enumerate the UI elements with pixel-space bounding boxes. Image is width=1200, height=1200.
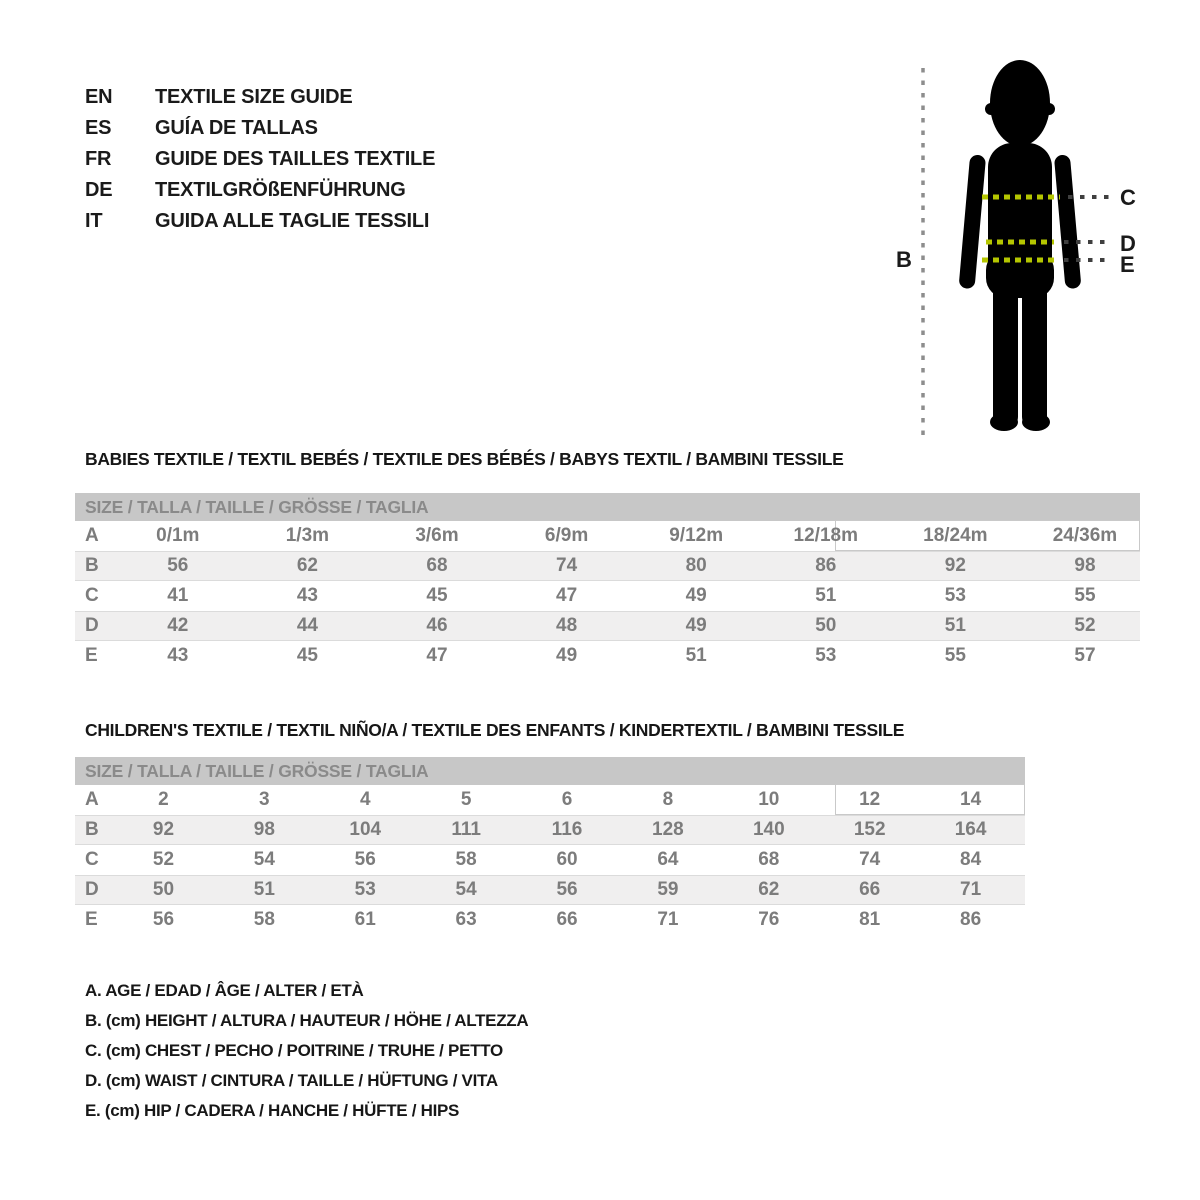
table-cell: 5: [460, 789, 472, 810]
language-row: [85, 144, 435, 175]
table-cell: 44: [296, 615, 318, 636]
table-cell: 64: [657, 849, 679, 870]
table-cell: 104: [349, 819, 382, 840]
table-cell: 4: [359, 789, 371, 810]
table-cell: 86: [960, 909, 982, 930]
waist-label: D: [1120, 231, 1136, 256]
table-cell: 62: [758, 879, 780, 900]
table-cell: 49: [685, 585, 707, 606]
table-cell: 45: [296, 645, 318, 666]
table-cell: 56: [354, 849, 376, 870]
table-cell: 164: [954, 819, 987, 840]
table-cell: 81: [859, 909, 881, 930]
table-cell: 53: [815, 645, 837, 666]
row-label: D: [85, 879, 99, 900]
language-title: TEXTILE SIZE GUIDE: [155, 86, 353, 108]
table-row: [75, 815, 1025, 845]
table-cell: 51: [815, 585, 837, 606]
language-row: [85, 175, 435, 206]
table-cell: 6: [561, 789, 573, 810]
row-label: B: [85, 819, 99, 840]
table-cell: 62: [296, 555, 318, 576]
babies-table-body: [75, 521, 1140, 671]
legend-item-waist: D. (cm) WAIST / CINTURA / TAILLE / HÜFTUNG / VITA: [85, 1071, 498, 1090]
table-cell: 10: [758, 789, 780, 810]
table-cell: 74: [859, 849, 881, 870]
language-title: GUÍA DE TALLAS: [155, 117, 318, 139]
table-cell: 43: [296, 585, 318, 606]
height-label: B: [896, 247, 912, 272]
table-row: [75, 785, 1025, 815]
child-silhouette-icon: [959, 60, 1082, 431]
table-cell: 74: [556, 555, 578, 576]
table-cell: 48: [556, 615, 578, 636]
table-cell: 42: [167, 615, 189, 636]
table-cell: 49: [556, 645, 578, 666]
size-table-header: SIZE / TALLA / TAILLE / GRÖSSE / TAGLIA: [75, 493, 1140, 521]
table-cell: 68: [758, 849, 780, 870]
table-cell: 2: [158, 789, 169, 810]
row-label: C: [85, 585, 99, 606]
legend-item-hip: E. (cm) HIP / CADERA / HANCHE / HÜFTE / HIPS: [85, 1101, 460, 1120]
table-cell: 52: [152, 849, 175, 870]
child-measurement-diagram: [870, 45, 1170, 445]
row-label: A: [85, 525, 99, 546]
table-cell: 9/12m: [669, 525, 724, 546]
size-table-header: SIZE / TALLA / TAILLE / GRÖSSE / TAGLIA: [75, 757, 1025, 785]
table-cell: 6/9m: [544, 525, 589, 546]
babies-size-table: [75, 493, 1140, 671]
language-code: DE: [85, 179, 113, 201]
table-cell: 60: [556, 849, 578, 870]
table-cell: 53: [944, 585, 966, 606]
table-cell: 86: [815, 555, 837, 576]
table-cell: 3: [259, 789, 270, 810]
table-cell: 59: [657, 879, 679, 900]
row-label: C: [85, 849, 99, 870]
language-row: [85, 206, 435, 237]
table-cell: 50: [152, 879, 175, 900]
table-cell: 55: [944, 645, 966, 666]
table-cell: 24/36m: [1052, 525, 1118, 546]
measurement-legend: [85, 976, 528, 1126]
language-code: FR: [85, 148, 112, 170]
table-cell: 111: [451, 819, 481, 840]
table-cell: 54: [253, 849, 275, 870]
table-cell: 12: [859, 789, 881, 810]
table-cell: 76: [758, 909, 780, 930]
language-title: GUIDE DES TAILLES TEXTILE: [155, 148, 436, 170]
babies-section-title: BABIES TEXTILE / TEXTIL BEBÉS / TEXTILE DES BÉBÉS / BABYS TEXTIL / BAMBINI TESSILE: [85, 449, 844, 469]
chest-label: C: [1120, 185, 1136, 210]
table-cell: 56: [152, 909, 175, 930]
table-cell: 152: [853, 819, 886, 840]
table-cell: 140: [752, 819, 785, 840]
table-cell: 63: [455, 909, 477, 930]
table-cell: 98: [253, 819, 275, 840]
table-cell: 52: [1074, 615, 1096, 636]
hip-label: E: [1120, 252, 1135, 277]
table-cell: 71: [960, 879, 982, 900]
table-row: [75, 581, 1140, 611]
table-cell: 80: [685, 555, 707, 576]
legend-item-chest: C. (cm) CHEST / PECHO / POITRINE / TRUHE / PETTO: [85, 1041, 503, 1060]
language-code: EN: [85, 86, 113, 108]
table-row: [75, 905, 1025, 935]
table-cell: 45: [426, 585, 448, 606]
table-row: [75, 875, 1025, 905]
table-row: [75, 611, 1140, 641]
children-size-table: [75, 757, 1025, 935]
table-cell: 47: [426, 645, 448, 666]
table-cell: 18/24m: [923, 525, 988, 546]
table-cell: 49: [685, 615, 707, 636]
table-cell: 51: [685, 645, 707, 666]
table-cell: 66: [556, 909, 578, 930]
table-cell: 43: [167, 645, 189, 666]
table-row: [75, 521, 1140, 551]
table-cell: 92: [152, 819, 175, 840]
language-code: IT: [85, 210, 103, 232]
children-section-title: CHILDREN'S TEXTILE / TEXTIL NIÑO/A / TEXTILE DES ENFANTS / KINDERTEXTIL / BAMBINI TESSILE: [85, 720, 905, 740]
table-cell: 46: [426, 615, 448, 636]
language-row: [85, 113, 435, 144]
row-label: D: [85, 615, 99, 636]
table-cell: 51: [944, 615, 966, 636]
table-row: [75, 551, 1140, 581]
table-cell: 1/3m: [285, 525, 330, 546]
table-cell: 66: [859, 879, 881, 900]
table-cell: 68: [426, 555, 448, 576]
row-label: B: [85, 555, 99, 576]
table-cell: 3/6m: [415, 525, 459, 546]
table-cell: 41: [167, 585, 189, 606]
table-cell: 71: [657, 909, 679, 930]
table-cell: 54: [455, 879, 477, 900]
table-cell: 8: [662, 789, 674, 810]
table-cell: 58: [253, 909, 275, 930]
table-cell: 50: [815, 615, 837, 636]
table-row: [75, 845, 1025, 875]
table-cell: 116: [551, 819, 583, 840]
table-cell: 12/18m: [793, 525, 858, 546]
row-label: E: [85, 909, 98, 930]
language-code: ES: [85, 117, 112, 139]
table-cell: 47: [556, 585, 578, 606]
table-cell: 55: [1074, 585, 1096, 606]
table-cell: 61: [354, 909, 376, 930]
row-label: E: [85, 645, 98, 666]
row-label: A: [85, 789, 99, 810]
table-cell: 128: [652, 819, 684, 840]
table-cell: 58: [455, 849, 477, 870]
language-title: GUIDA ALLE TAGLIE TESSILI: [155, 210, 430, 232]
table-cell: 84: [960, 849, 982, 870]
table-cell: 92: [944, 555, 966, 576]
table-cell: 51: [253, 879, 275, 900]
language-title-list: [85, 82, 435, 237]
table-cell: 57: [1074, 645, 1096, 666]
table-cell: 14: [960, 789, 982, 810]
language-title: TEXTILGRÖßENFÜHRUNG: [155, 179, 406, 201]
table-cell: 98: [1074, 555, 1096, 576]
table-row: [75, 641, 1140, 671]
table-cell: 56: [167, 555, 189, 576]
table-cell: 56: [556, 879, 578, 900]
legend-item-height: B. (cm) HEIGHT / ALTURA / HAUTEUR / HÖHE / ALTEZZA: [85, 1011, 529, 1030]
table-cell: 0/1m: [156, 525, 200, 546]
legend-item-age: A. AGE / EDAD / ÂGE / ALTER / ETÀ: [85, 981, 364, 1000]
language-row: [85, 82, 435, 113]
children-table-body: [75, 785, 1025, 935]
table-cell: 53: [354, 879, 376, 900]
